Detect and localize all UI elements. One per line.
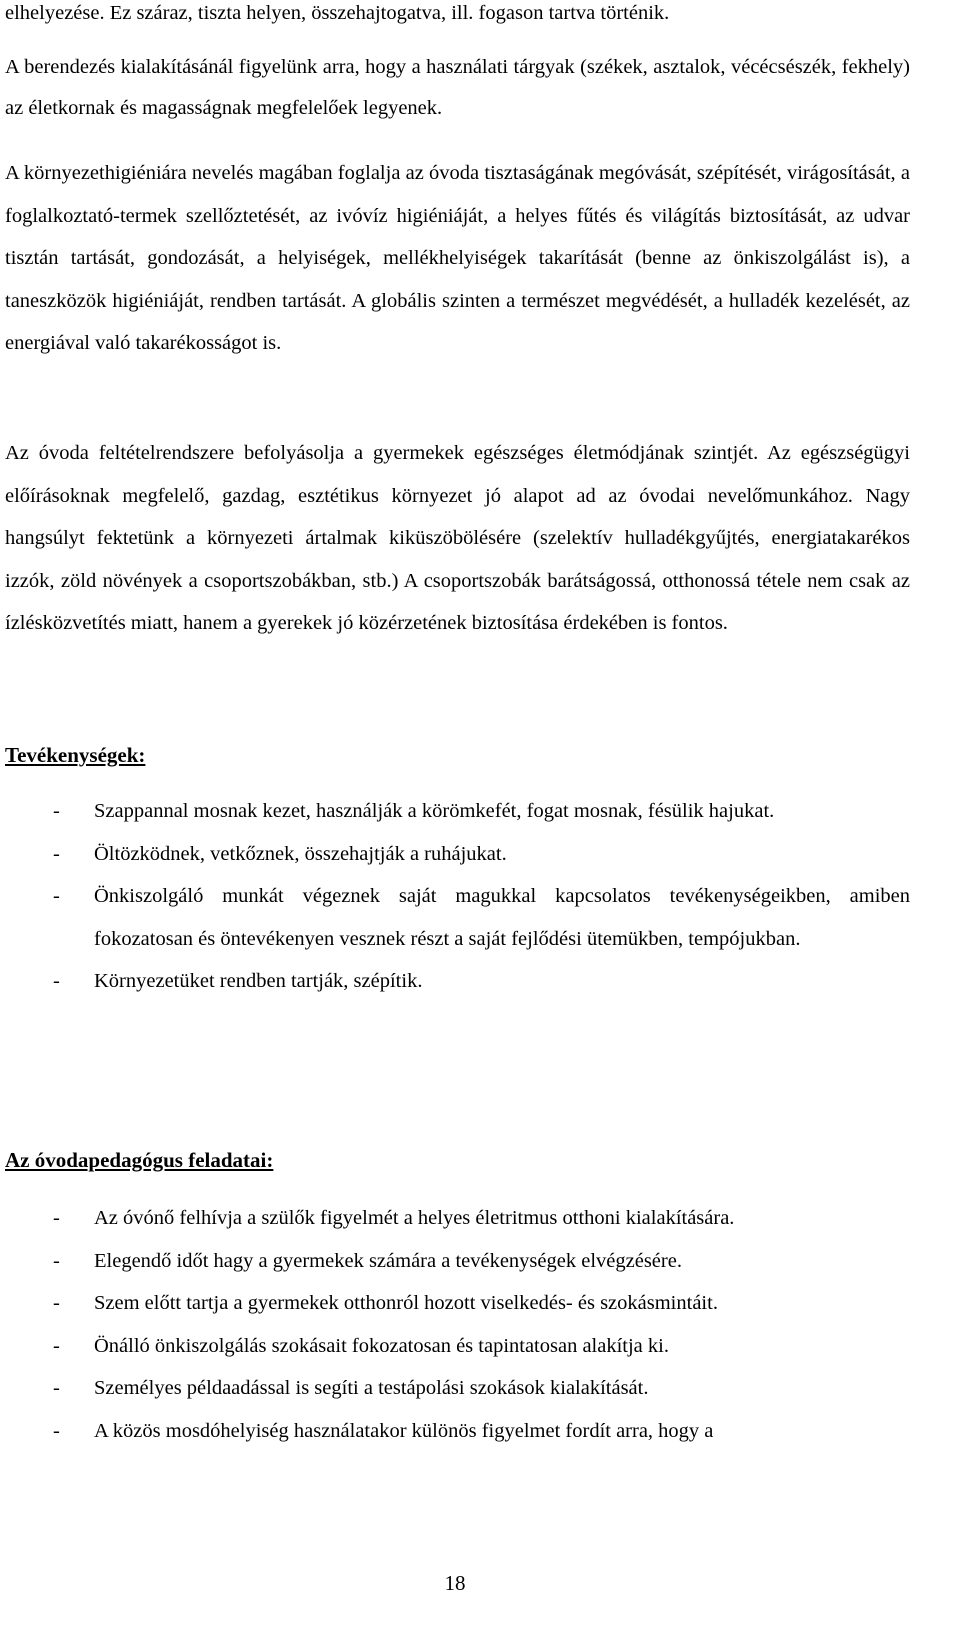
list-item: - Környezetüket rendben tartják, szépítik. <box>5 960 910 1003</box>
list-item: - Szem előtt tartja a gyermekek otthonról hozott viselkedés- és szokásmintáit. <box>5 1282 910 1325</box>
list-item: - Önálló önkiszolgálás szokásait fokozatosan és tapintatosan alakítja ki. <box>5 1325 910 1368</box>
list-item: - Az óvónő felhívja a szülők figyelmét a helyes életritmus otthoni kialakítására. <box>5 1197 910 1240</box>
list-item: - Személyes példaadással is segíti a testápolási szokások kialakítását. <box>5 1367 910 1410</box>
list-item: - A közös mosdóhelyiség használatakor különös figyelmet fordít arra, hogy a <box>5 1410 910 1453</box>
list-item: - Elegendő időt hagy a gyermekek számára a tevékenységek elvégzésére. <box>5 1240 910 1283</box>
paragraph-environmental-hygiene: A környezethigiéniára nevelés magában foglalja az óvoda tisztaságának megóvását, szépítését, virágosítását, a foglalkoztató-termek szellőztetését, az ivóvíz higiéniáját, a helyes fűtés és világítás biztosítását, az udvar tisztán tartását, gondozását, a helyiségek, mellékhelyiségek takarítását (benne az önkiszolgálást is), a taneszközök higiéniáját, rendben tartását. A globális szinten a természet megvédését, a hulladék kezelését, az energiával való takarékosságot is. <box>5 162 910 354</box>
list-item: - Szappannal mosnak kezet, használják a körömkefét, fogat mosnak, fésülik hajukat. <box>5 790 910 833</box>
activities-list <box>5 790 910 1003</box>
tasks-heading: Az óvodapedagógus feladatai: <box>5 1148 274 1172</box>
paragraph-continuation: elhelyezése. Ez száraz, tiszta helyen, összehajtogatva, ill. fogason tartva történik. <box>5 2 670 24</box>
list-item: - Öltözködnek, vetkőznek, összehajtják a ruhájukat. <box>5 833 910 876</box>
activities-heading: Tevékenységek: <box>5 743 146 767</box>
paragraph-kindergarten-conditions: Az óvoda feltételrendszere befolyásolja a gyermekek egészséges életmódjának szintjét. Az egészségügyi előírásoknak megfelelő, gazdag, esztétikus környezet jó alapot ad az óvodai nevelőmunkához. Nagy hangsúlyt fektetünk a környezeti ártalmak kiküszöbölésére (szelektív hulladékgyűjtés, energiatakarékos izzók, zöld növények a csoportszobákban, stb.) A csoportszobák barátságossá, otthonossá tétele nem csak az ízlésközvetítés miatt, hanem a gyerekek jó közérzetének biztosítása érdekében is fontos. <box>5 442 910 634</box>
page-number: 18 <box>444 1571 466 1595</box>
tasks-list <box>5 1197 910 1452</box>
paragraph-furniture: A berendezés kialakításánál figyelünk arra, hogy a használati tárgyak (székek, asztalok, vécécsészék, fekhely) az életkornak és magasságnak megfelelőek legyenek. <box>5 56 910 119</box>
list-item: - Önkiszolgáló munkát végeznek saját magukkal kapcsolatos tevékenységeikben, amiben fokozatosan és öntevékenyen vesznek részt a saját fejlődési ütemükben, tempójukban. <box>5 875 910 960</box>
